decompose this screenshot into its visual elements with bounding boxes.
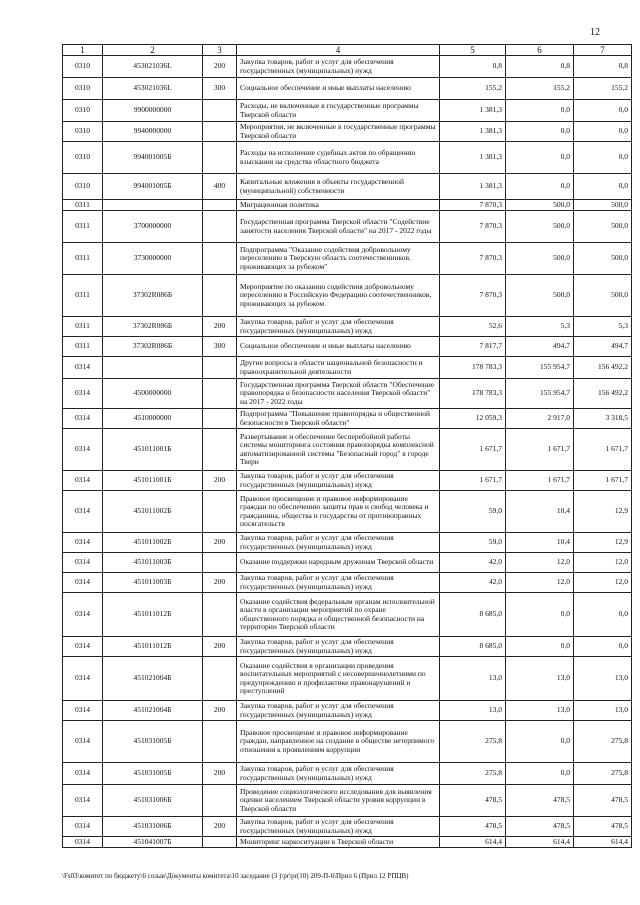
item-name: Правовое просвещение и правовое информирование граждан по обеспечению защиты прав и свобод человека и гражданина, общества и государства от противоправных посягательств [237,491,440,533]
amount-col-7: 614,4 [574,837,632,848]
header-col-1: 1 [63,45,103,56]
item-name: Закупка товаров, работ и услуг для обеспечения государственных (муниципальных) нужд [237,637,440,657]
amount-col-7: 478,5 [574,817,632,837]
amount-col-5: 12 059,3 [440,409,506,429]
section-code: 0314 [63,817,103,837]
item-name: Мониторинг наркоситуации в Тверской области [237,837,440,848]
amount-col-7: 494,7 [574,337,632,357]
target-article-code: 451031006Б [103,817,203,837]
table-row [63,573,632,593]
item-name: Закупка товаров, работ и услуг для обеспечения государственных (муниципальных) нужд [237,56,440,78]
table-row [63,243,632,275]
amount-col-6: 1 671,7 [506,429,574,471]
section-code: 0311 [63,275,103,317]
target-article-code: 37302R086Б [103,317,203,337]
target-article-code: 9940000000 [103,122,203,142]
section-code: 0314 [63,409,103,429]
table-row [63,763,632,785]
amount-col-7: 12,9 [574,533,632,553]
amount-col-7: 5,3 [574,317,632,337]
target-article-code: 4510000000 [103,409,203,429]
table-row [63,429,632,471]
amount-col-5: 478,5 [440,785,506,817]
target-article-code [103,357,203,379]
amount-col-7: 275,8 [574,721,632,763]
amount-col-7: 12,0 [574,553,632,573]
item-name: Закупка товаров, работ и услуг для обеспечения государственных (муниципальных) нужд [237,817,440,837]
item-name: Развертывание и обеспечение бесперебойной работы системы мониторинга состояния правопорядка комплексной автоматизированной системы "Безопасный город" в городе Твери [237,429,440,471]
table-row [63,593,632,637]
amount-col-5: 7 870,3 [440,200,506,211]
amount-col-5: 178 783,3 [440,379,506,409]
target-article-code: 451031005Б [103,763,203,785]
amount-col-6: 10,4 [506,491,574,533]
amount-col-7: 0,0 [574,593,632,637]
amount-col-6: 500,0 [506,275,574,317]
expense-type-code [203,379,237,409]
amount-col-6: 478,5 [506,785,574,817]
item-name: Мероприятие по оказанию содействия добровольному переселению в Российскую Федерацию соотечественников, проживающих за рубежом [237,275,440,317]
item-name: Закупка товаров, работ и услуг для обеспечения государственных (муниципальных) нужд [237,317,440,337]
amount-col-7: 500,0 [574,211,632,243]
target-article-code: 994001005Б [103,142,203,174]
expense-type-code [203,100,237,122]
target-article-code: 3730000000 [103,243,203,275]
expense-type-code [203,491,237,533]
amount-col-5: 478,5 [440,817,506,837]
amount-col-6: 0,0 [506,721,574,763]
amount-col-5: 42,0 [440,553,506,573]
amount-col-7: 500,0 [574,275,632,317]
table-row [63,379,632,409]
expense-type-code [203,721,237,763]
target-article-code: 4500000000 [103,379,203,409]
amount-col-5: 13,0 [440,701,506,721]
section-code: 0314 [63,573,103,593]
amount-col-6: 0,0 [506,763,574,785]
target-article-code: 451011002Б [103,533,203,553]
expense-type-code [203,122,237,142]
table-row [63,533,632,553]
target-article-code: 451011012Б [103,593,203,637]
item-name: Закупка товаров, работ и услуг для обеспечения государственных (муниципальных) нужд [237,573,440,593]
amount-col-7: 478,5 [574,785,632,817]
item-name: Закупка товаров, работ и услуг для обеспечения государственных (муниципальных) нужд [237,763,440,785]
amount-col-5: 1 671,7 [440,429,506,471]
footer-file-path: \Fs03\комитет по бюджету\6 созыв\Документы комитета\10 заседание (3 )\pr\pr(10) 209-П-6\Прил 6 (Прил 12 РПЦВ) [62,872,409,880]
section-code: 0311 [63,317,103,337]
target-article-code: 451011001Б [103,429,203,471]
amount-col-7: 3 318,5 [574,409,632,429]
amount-col-5: 7 817,7 [440,337,506,357]
section-code: 0314 [63,785,103,817]
expense-type-code [203,275,237,317]
section-code: 0311 [63,243,103,275]
table-row [63,142,632,174]
amount-col-5: 59,0 [440,491,506,533]
amount-col-6: 0,0 [506,142,574,174]
section-code: 0310 [63,174,103,200]
target-article-code: 451011012Б [103,637,203,657]
table-row [63,78,632,100]
amount-col-5: 52,6 [440,317,506,337]
item-name: Подпрограмма "Повышение правопорядка и общественной безопасности в Тверской области" [237,409,440,429]
amount-col-7: 0,0 [574,122,632,142]
expense-type-code [203,243,237,275]
target-article-code: 451011001Б [103,471,203,491]
section-code: 0310 [63,142,103,174]
item-name: Расходы на исполнение судебных актов по обращению взыскания на средства областного бюджета [237,142,440,174]
expense-type-code: 400 [203,174,237,200]
amount-col-6: 155 954,7 [506,379,574,409]
amount-col-7: 156 492,2 [574,357,632,379]
expense-type-code: 300 [203,337,237,357]
target-article-code: 994001005Б [103,174,203,200]
amount-col-6: 500,0 [506,211,574,243]
item-name: Социальное обеспечение и иные выплаты населению [237,337,440,357]
table-body [63,56,632,848]
item-name: Социальное обеспечение и иные выплаты населению [237,78,440,100]
section-code: 0314 [63,471,103,491]
page-number: 12 [590,27,600,38]
amount-col-6: 0,0 [506,122,574,142]
table-row [63,409,632,429]
section-code: 0314 [63,721,103,763]
amount-col-6: 500,0 [506,243,574,275]
section-code: 0314 [63,837,103,848]
item-name: Миграционная политика [237,200,440,211]
header-col-3: 3 [203,45,237,56]
section-code: 0310 [63,78,103,100]
section-code: 0310 [63,56,103,78]
item-name: Закупка товаров, работ и услуг для обеспечения государственных (муниципальных) нужд [237,701,440,721]
table-row [63,817,632,837]
table-row [63,701,632,721]
amount-col-6: 500,0 [506,200,574,211]
amount-col-7: 0,0 [574,637,632,657]
amount-col-5: 59,0 [440,533,506,553]
table-row [63,275,632,317]
section-code: 0311 [63,211,103,243]
expense-type-code [203,200,237,211]
amount-col-7: 156 492,2 [574,379,632,409]
expense-type-code: 200 [203,471,237,491]
item-name: Проведение социологического исследования для выявления оценки населением Тверской области уровня коррупции в Тверской области [237,785,440,817]
amount-col-7: 500,0 [574,243,632,275]
amount-col-6: 155 954,7 [506,357,574,379]
expense-type-code [203,429,237,471]
amount-col-6: 478,5 [506,817,574,837]
item-name: Оказание содействия федеральным органам исполнительной власти в организации мероприятий по охране общественного порядка и общественной безопасности на территории Тверской области [237,593,440,637]
expense-type-code [203,553,237,573]
expense-type-code: 200 [203,637,237,657]
table-row [63,837,632,848]
item-name: Правовое просвещение и правовое информирование граждан, направленное на создание в обществе нетерпимого отношения к проявлениям коррупции [237,721,440,763]
amount-col-7: 1 671,7 [574,471,632,491]
amount-col-7: 0,0 [574,174,632,200]
amount-col-5: 7 870,3 [440,211,506,243]
header-col-6: 6 [506,45,574,56]
amount-col-6: 614,4 [506,837,574,848]
expense-type-code: 200 [203,573,237,593]
amount-col-6: 13,0 [506,701,574,721]
header-col-2: 2 [103,45,203,56]
table-row [63,471,632,491]
amount-col-6: 5,3 [506,317,574,337]
amount-col-7: 13,0 [574,701,632,721]
expense-type-code: 200 [203,56,237,78]
amount-col-5: 42,0 [440,573,506,593]
target-article-code: 37302R086Б [103,337,203,357]
table-header-row [63,45,632,56]
item-name: Расходы, не включенные в государственные программы Тверской области [237,100,440,122]
section-code: 0310 [63,100,103,122]
target-article-code: 451041007Б [103,837,203,848]
amount-col-7: 500,0 [574,200,632,211]
amount-col-6: 0,0 [506,593,574,637]
section-code: 0314 [63,429,103,471]
item-name: Закупка товаров, работ и услуг для обеспечения государственных (муниципальных) нужд [237,533,440,553]
table-row [63,637,632,657]
amount-col-5: 1 381,3 [440,122,506,142]
table-row [63,174,632,200]
amount-col-6: 12,0 [506,573,574,593]
expense-type-code [203,837,237,848]
expense-type-code: 200 [203,533,237,553]
target-article-code: 9900000000 [103,100,203,122]
amount-col-7: 0,0 [574,100,632,122]
target-article-code: 453021036L [103,56,203,78]
amount-col-7: 1 671,7 [574,429,632,471]
table-row [63,657,632,701]
section-code: 0314 [63,553,103,573]
amount-col-5: 8 685,0 [440,637,506,657]
item-name: Государственная программа Тверской области "Обеспечение правопорядка и безопасности населения Тверской области" на 2017 - 2022 годы [237,379,440,409]
section-code: 0314 [63,637,103,657]
amount-col-5: 13,0 [440,657,506,701]
amount-col-5: 7 870,3 [440,275,506,317]
amount-col-6: 13,0 [506,657,574,701]
amount-col-6: 0,0 [506,637,574,657]
target-article-code: 451011002Б [103,491,203,533]
section-code: 0314 [63,491,103,533]
amount-col-7: 13,0 [574,657,632,701]
expense-type-code: 200 [203,701,237,721]
amount-col-7: 12,9 [574,491,632,533]
expense-type-code [203,211,237,243]
expense-type-code [203,657,237,701]
table-row [63,357,632,379]
amount-col-6: 1 671,7 [506,471,574,491]
amount-col-5: 8 685,0 [440,593,506,637]
section-code: 0310 [63,122,103,142]
amount-col-5: 275,8 [440,763,506,785]
budget-table [62,44,632,848]
table-row [63,553,632,573]
header-col-5: 5 [440,45,506,56]
amount-col-6: 0,0 [506,100,574,122]
expense-type-code: 200 [203,817,237,837]
table-row [63,211,632,243]
table-row [63,100,632,122]
amount-col-5: 1 671,7 [440,471,506,491]
table-row [63,56,632,78]
target-article-code: 451031006Б [103,785,203,817]
table-row [63,491,632,533]
amount-col-7: 0,8 [574,56,632,78]
item-name: Оказание поддержки народным дружинам Тверской области [237,553,440,573]
target-article-code: 451021004Б [103,701,203,721]
header-col-4: 4 [237,45,440,56]
expense-type-code: 300 [203,78,237,100]
header-col-7: 7 [574,45,632,56]
table-row [63,785,632,817]
item-name: Подпрограмма "Оказание содействия добровольному переселению в Тверскую область соотечественников, проживающих за рубежом" [237,243,440,275]
table-row [63,200,632,211]
amount-col-7: 275,8 [574,763,632,785]
target-article-code: 453021036L [103,78,203,100]
amount-col-5: 0,8 [440,56,506,78]
target-article-code: 37302R086Б [103,275,203,317]
amount-col-6: 0,8 [506,56,574,78]
section-code: 0311 [63,337,103,357]
expense-type-code [203,409,237,429]
target-article-code: 451011003Б [103,573,203,593]
section-code: 0314 [63,701,103,721]
target-article-code: 451031005Б [103,721,203,763]
amount-col-5: 1 381,3 [440,142,506,174]
target-article-code: 3700000000 [103,211,203,243]
amount-col-6: 494,7 [506,337,574,357]
amount-col-6: 2 917,0 [506,409,574,429]
expense-type-code [203,593,237,637]
item-name: Мероприятия, не включенные в государственные программы Тверской области [237,122,440,142]
amount-col-5: 178 783,3 [440,357,506,379]
table-row [63,721,632,763]
table-row [63,317,632,337]
expense-type-code [203,142,237,174]
section-code: 0314 [63,357,103,379]
section-code: 0314 [63,379,103,409]
section-code: 0311 [63,200,103,211]
section-code: 0314 [63,657,103,701]
amount-col-6: 0,0 [506,174,574,200]
expense-type-code: 200 [203,763,237,785]
section-code: 0314 [63,593,103,637]
table-row [63,122,632,142]
section-code: 0314 [63,763,103,785]
target-article-code: 451011003Б [103,553,203,573]
section-code: 0314 [63,533,103,553]
amount-col-5: 614,4 [440,837,506,848]
amount-col-5: 275,8 [440,721,506,763]
item-name: Капитальные вложения в объекты государственной (муниципальной) собственности [237,174,440,200]
amount-col-5: 1 381,3 [440,174,506,200]
amount-col-6: 10,4 [506,533,574,553]
target-article-code: 451021004Б [103,657,203,701]
expense-type-code [203,785,237,817]
amount-col-7: 0,0 [574,142,632,174]
amount-col-7: 155,2 [574,78,632,100]
item-name: Оказание содействия в организации проведения воспитательных мероприятий с несовершеннолетними по предупреждению и профилактике правонарушений и преступлений [237,657,440,701]
amount-col-7: 12,0 [574,573,632,593]
amount-col-5: 155,2 [440,78,506,100]
item-name: Другие вопросы в области национальной безопасности и правоохранительной деятельности [237,357,440,379]
amount-col-5: 7 870,3 [440,243,506,275]
target-article-code [103,200,203,211]
amount-col-5: 1 381,3 [440,100,506,122]
item-name: Закупка товаров, работ и услуг для обеспечения государственных (муниципальных) нужд [237,471,440,491]
expense-type-code: 200 [203,317,237,337]
table-row [63,337,632,357]
expense-type-code [203,357,237,379]
amount-col-6: 12,0 [506,553,574,573]
amount-col-6: 155,2 [506,78,574,100]
item-name: Государственная программа Тверской области "Содействие занятости населения Тверской области" на 2017 - 2022 годы [237,211,440,243]
